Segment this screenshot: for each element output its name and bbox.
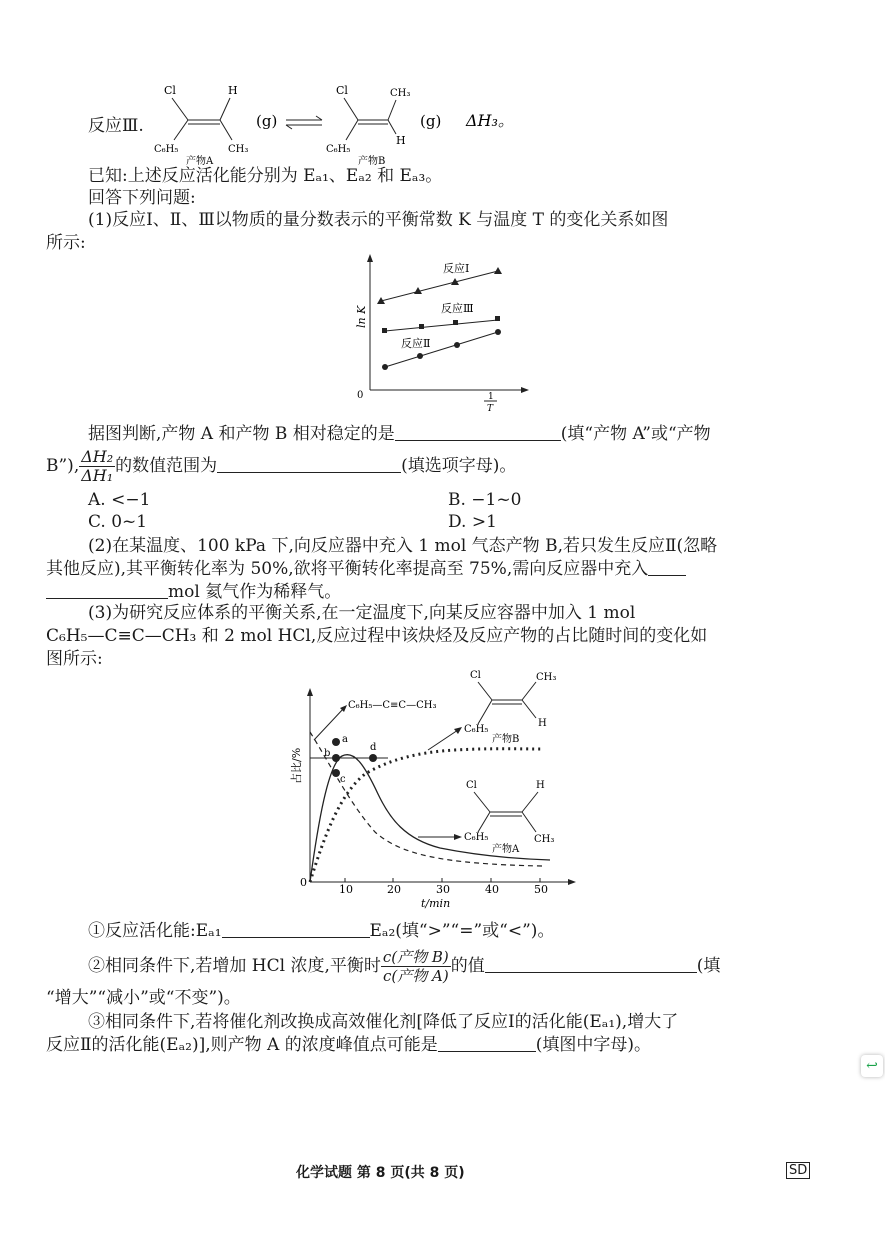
delta-h3: ΔH₃。 xyxy=(466,111,514,130)
ratio-fraction: $\frac{\text{c(产物 B)}}{\text{c(产物 A)}}$ xyxy=(382,948,449,985)
lnk-graph xyxy=(345,252,535,418)
option-d: D. >1 xyxy=(448,512,497,532)
phase-b: (g) xyxy=(420,112,442,130)
svg-text:H: H xyxy=(396,134,406,147)
ylabel: 占比/% xyxy=(290,747,303,784)
option-b: B. −1~0 xyxy=(448,490,522,510)
answer-blank-he-a[interactable] xyxy=(648,559,686,576)
chart-product-b-name: 产物B xyxy=(492,734,520,745)
s3-line1: ③相同条件下,若将催化剂改换成高效催化剂[降低了反应Ⅰ的活化能(Eₐ₁),增大了 xyxy=(88,1012,679,1032)
svg-text:C₆H₅: C₆H₅ xyxy=(326,144,351,155)
svg-text:Cl: Cl xyxy=(336,84,348,97)
equilibrium-arrow xyxy=(286,116,322,129)
range-text-a: 的数值范围为 xyxy=(115,456,218,476)
answer-blank-range[interactable] xyxy=(217,456,401,473)
xlabel-num: 1 xyxy=(488,392,494,402)
s2-line2: “增大”“减小”或“不变”)。 xyxy=(46,988,241,1008)
judge-text-b: (填“产物 A”或“产物 xyxy=(560,424,711,444)
tick-40: 40 xyxy=(485,883,499,896)
q2-line2: 其他反应),其平衡转化率为 50%,欲将平衡转化率提高至 75%,需向反应器中充入 xyxy=(46,559,686,579)
cl-label: Cl xyxy=(164,84,176,97)
svg-text:C₆H₅: C₆H₅ xyxy=(464,724,489,735)
label-r3: 反应Ⅲ xyxy=(441,302,474,315)
tick-10: 10 xyxy=(339,883,353,896)
product-a-structure xyxy=(154,84,248,167)
answer-blank-ratio[interactable] xyxy=(485,956,697,973)
tick-30: 30 xyxy=(436,883,450,896)
fraction-time-chart xyxy=(280,664,580,914)
range-text-b: (填选项字母)。 xyxy=(401,456,517,476)
s2-line: ②相同条件下,若增加 HCl 浓度,平衡时 $\frac{\text{c(产物 B)}}{\text{c(产物 A)}}$ 的值 (填 xyxy=(88,948,721,985)
svg-text:H: H xyxy=(538,718,547,729)
point-d xyxy=(369,754,377,762)
line-r3 xyxy=(385,320,498,331)
label-c: c xyxy=(340,774,346,785)
svg-text:CH₃: CH₃ xyxy=(534,834,555,845)
known-line: 已知:上述反应活化能分别为 Eₐ₁、Eₐ₂ 和 Eₐ₃。 xyxy=(88,166,443,186)
b-close: B”), xyxy=(46,456,80,476)
svg-text:CH₃: CH₃ xyxy=(390,88,411,99)
s1-line: ①反应活化能:Eₐ₁ Eₐ₂(填“>”“=”或“<”)。 xyxy=(88,921,555,941)
origin: 0 xyxy=(357,390,364,401)
q1-line1: (1)反应Ⅰ、Ⅱ、Ⅲ以物质的量分数表示的平衡常数 K 与温度 T 的变化关系如图 xyxy=(88,210,669,230)
svg-text:C₆H₅: C₆H₅ xyxy=(464,832,489,843)
xlabel: t/min xyxy=(421,897,451,910)
c6h5-label: C₆H₅ xyxy=(154,144,179,155)
option-c: C. 0~1 xyxy=(88,512,148,532)
h-label: H xyxy=(228,84,238,97)
r3-points xyxy=(382,316,500,333)
label-r2: 反应Ⅱ xyxy=(401,337,431,350)
point-a xyxy=(332,738,340,746)
ch3-label: CH₃ xyxy=(228,144,249,155)
svg-text:Cl: Cl xyxy=(470,670,481,681)
answer-blank-stable[interactable] xyxy=(395,424,561,441)
reaction3-label: 反应Ⅲ. xyxy=(88,116,144,136)
answer-blank-peak[interactable] xyxy=(438,1035,536,1052)
range-line xyxy=(46,448,516,485)
point-c xyxy=(332,769,340,777)
q2-line3: mol 氦气作为稀释气。 xyxy=(46,582,341,602)
product-b-structure xyxy=(326,84,410,167)
answer-blank-ea[interactable] xyxy=(222,921,370,938)
series-product-a xyxy=(310,755,550,882)
q3-line3: 图所示: xyxy=(46,649,103,669)
page-footer: 化学试题 第 8 页(共 8 页) xyxy=(296,1165,465,1181)
alkyne-label: C₆H₅—C≡C—CH₃ xyxy=(348,700,437,711)
paper-code-badge: SD xyxy=(786,1162,810,1179)
option-a: A. <−1 xyxy=(88,490,151,510)
q2-line1: (2)在某温度、100 kPa 下,向反应器中充入 1 mol 气态产物 B,若只发生反应Ⅱ(忽略 xyxy=(88,536,718,556)
x-ticks xyxy=(345,878,540,882)
svg-text:CH₃: CH₃ xyxy=(536,672,557,683)
label-d: d xyxy=(370,742,377,753)
series-product-b xyxy=(310,749,544,882)
q3-line1: (3)为研究反应体系的平衡关系,在一定温度下,向某反应容器中加入 1 mol xyxy=(88,603,636,623)
svg-text:H: H xyxy=(536,780,545,791)
label-b: b xyxy=(324,748,331,759)
line-r1 xyxy=(381,271,498,301)
side-tool-icon[interactable]: ↩ xyxy=(861,1055,883,1077)
reaction3-equation xyxy=(150,80,570,170)
judge-line xyxy=(88,424,711,444)
q1-line2: 所示: xyxy=(46,233,86,253)
product-a-caption: 产物A xyxy=(186,156,214,167)
phase-a: (g) xyxy=(256,112,278,130)
s3-line2: 反应Ⅱ的活化能(Eₐ₂)],则产物 A 的浓度峰值点可能是 (填图中字母)。 xyxy=(46,1035,651,1055)
svg-text:Cl: Cl xyxy=(466,780,477,791)
label-a: a xyxy=(342,734,348,745)
dh-fraction: $\frac{\text{ΔH₂}}{\text{ΔH₁}}$ xyxy=(81,447,114,485)
answer-intro: 回答下列问题: xyxy=(88,188,196,208)
tick-50: 50 xyxy=(534,883,548,896)
chart-product-a-name: 产物A xyxy=(492,844,520,855)
tick-0: 0 xyxy=(300,876,307,889)
label-r1: 反应Ⅰ xyxy=(443,262,470,275)
product-b-caption: 产物B xyxy=(358,156,386,167)
judge-text-a: 据图判断,产物 A 和产物 B 相对稳定的是 xyxy=(88,424,395,444)
q3-line2: C₆H₅—C≡C—CH₃ 和 2 mol HCl,反应过程中该炔烃及反应产物的占比随时间的变化如 xyxy=(46,626,708,646)
answer-blank-he-b[interactable] xyxy=(46,582,168,599)
point-b xyxy=(332,754,340,762)
xlabel-den: T xyxy=(487,404,494,414)
ylabel: ln K xyxy=(355,305,368,328)
chart-product-b-structure xyxy=(464,670,556,745)
tick-20: 20 xyxy=(387,883,401,896)
chart-product-a-structure xyxy=(464,780,554,855)
